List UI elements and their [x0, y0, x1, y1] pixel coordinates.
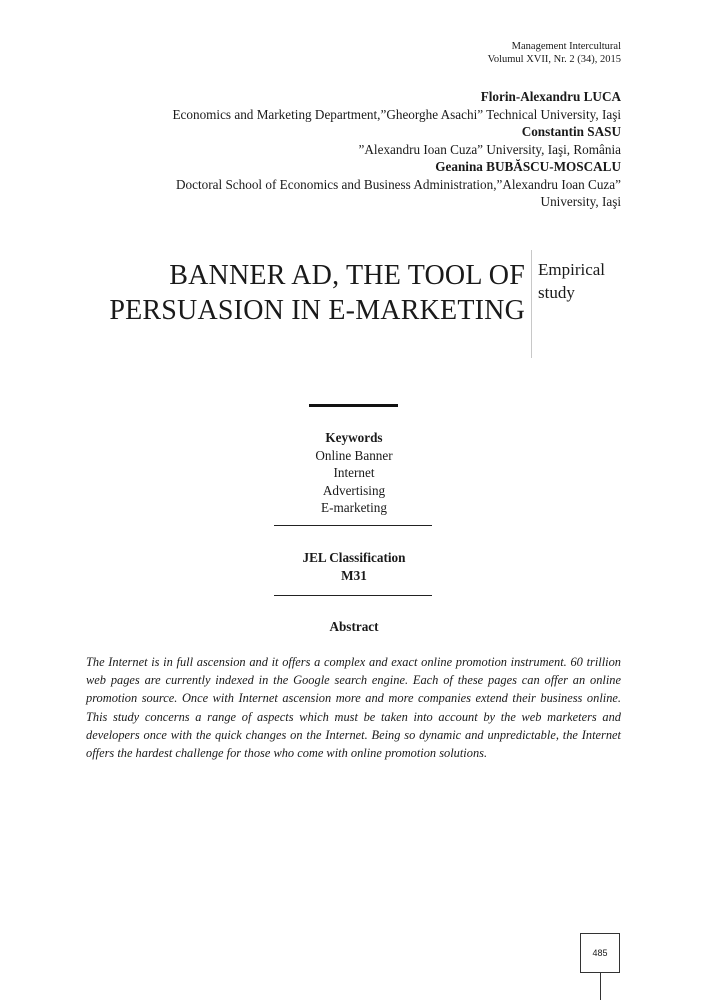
keywords-section [254, 429, 454, 517]
abstract-section-heading [254, 618, 454, 636]
author-block [61, 88, 621, 211]
study-type-line: study [538, 283, 575, 302]
study-type [538, 258, 605, 304]
keyword-item: Online Banner [315, 447, 393, 463]
keyword-item: Internet [333, 465, 375, 480]
author-affiliation: Doctoral School of Economics and Business Administration,”Alexandru Ioan Cuza” [176, 176, 621, 192]
keywords-heading: Keywords [325, 430, 383, 445]
author-name: Florin-Alexandru LUCA [480, 89, 621, 104]
journal-header [488, 40, 621, 66]
jel-section [254, 549, 454, 584]
page-number-box [580, 933, 620, 973]
page-number-line [600, 973, 601, 1000]
author-affiliation: Economics and Marketing Department,”Gheorghe Asachi” Technical University, Iaşi [172, 106, 621, 122]
abstract-heading: Abstract [329, 619, 379, 634]
divider-rule [274, 595, 432, 596]
divider-rule [274, 525, 432, 526]
abstract-text: The Internet is in full ascension and it offers a complex and exact online promotion instrument. 60 trillion web pages are currently indexed in the Google search engine. Each of these pages can offer an online promotion source. Once with Internet ascension more and more companies extend their business online. This study concerns a range of aspects which must be taken into account by the web marketers and developers once with the quick changes on the Internet. Being so dynamic and unpredictable, the Internet offers the hardest challenge for those who come with online promotion solutions. [86, 655, 621, 761]
title-line: BANNER AD, THE TOOL OF [169, 260, 525, 291]
title-divider [531, 250, 532, 358]
journal-issue: Volumul XVII, Nr. 2 (34), 2015 [487, 54, 621, 65]
section-rule [309, 404, 398, 407]
jel-heading: JEL Classification [302, 550, 406, 565]
title-line: PERSUASION IN E-MARKETING [109, 295, 525, 326]
keyword-item: Advertising [322, 482, 386, 498]
keyword-item: E-marketing [321, 500, 387, 515]
author-name: Constantin SASU [521, 124, 621, 139]
author-affiliation: ”Alexandru Ioan Cuza” University, Iaşi, România [358, 141, 621, 157]
journal-name: Management Intercultural [511, 41, 621, 52]
study-type-line: Empirical [538, 260, 606, 279]
author-affiliation: University, Iaşi [540, 194, 621, 209]
author-name: Geanina BUBĂSCU-MOSCALU [435, 159, 621, 174]
paper-title [65, 258, 525, 328]
jel-code: M31 [341, 567, 367, 583]
page-number: 485 [592, 948, 608, 958]
